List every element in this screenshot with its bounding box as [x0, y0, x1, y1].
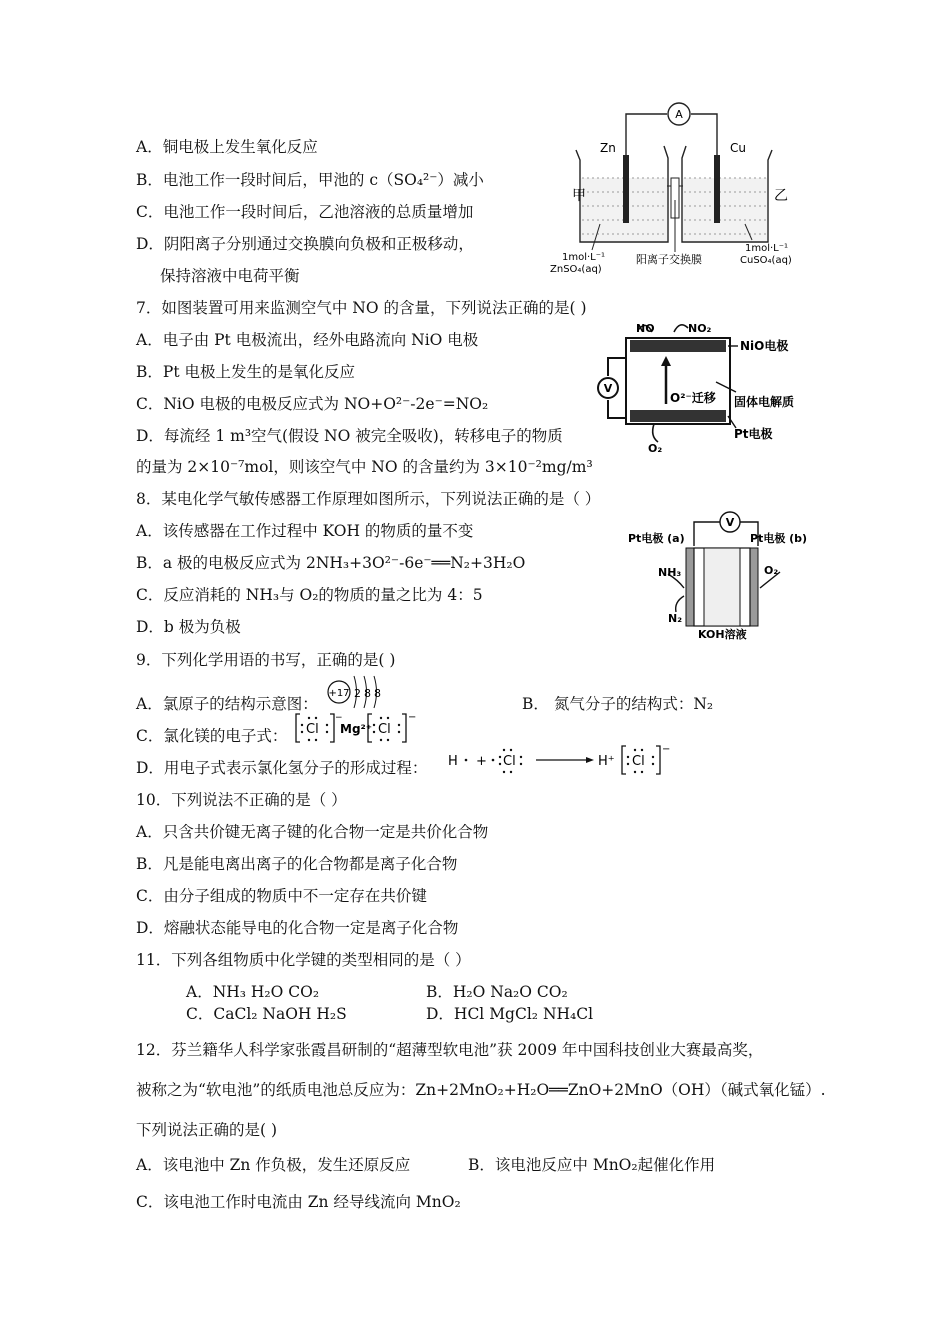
- q12-stem-line-3: 下列说法正确的是( ): [136, 1121, 278, 1139]
- svg-text:+: +: [476, 754, 487, 769]
- q6-option-c: C．电池工作一段时间后，乙池溶液的总质量增加: [136, 203, 474, 221]
- q8-voltmeter-label: V: [725, 516, 735, 529]
- o2-label: O₂: [648, 442, 663, 455]
- q8-stem: 8．某电化学气敏传感器工作原理如图所示，下列说法正确的是（ ）: [136, 490, 601, 508]
- q9-stem: 9．下列化学用语的书写，正确的是( ): [136, 651, 396, 669]
- q9-option-b: B． 氮气分子的结构式：N₂: [522, 695, 714, 713]
- q7-stem: 7．如图装置可用来监测空气中 NO 的含量，下列说法正确的是( ): [136, 299, 587, 317]
- q12-option-a: A．该电池中 Zn 作负极，发生还原反应: [136, 1156, 411, 1174]
- shell-1-count: 2: [354, 687, 361, 700]
- hcl-formation-electron-formula: [444, 742, 680, 778]
- right-conc: 1mol·L⁻¹: [745, 243, 789, 254]
- q12-option-c: C．该电池工作时电流由 Zn 经导线流向 MnO₂: [136, 1193, 461, 1211]
- q8-gas-sensor-figure: [620, 508, 820, 648]
- cell-yi-label: 乙: [774, 188, 788, 204]
- q10-option-c: C．由分子组成的物质中不一定存在共价键: [136, 887, 427, 905]
- no2-label: NO₂: [688, 322, 712, 335]
- shell-2-count: 8: [364, 687, 371, 700]
- q9-option-a: A．氯原子的结构示意图：: [136, 695, 318, 713]
- q9-option-d: D．用电子式表示氯化氢分子的形成过程：: [136, 759, 428, 777]
- left-solution: ZnSO₄(aq): [550, 264, 602, 275]
- q11-option-b: B．H₂O Na₂O CO₂: [426, 983, 568, 1001]
- q8-o2-label: O₂: [764, 564, 779, 577]
- membrane-label: 阳离子交换膜: [636, 253, 702, 266]
- q12-stem-line-1: 12．芬兰籍华人科学家张霞昌研制的“超薄型软电池”获 2009 年中国科技创业大赛最高奖，: [136, 1041, 764, 1059]
- q12-option-b: B．该电池反应中 MnO₂起催化作用: [468, 1156, 716, 1174]
- q7-no-sensor-figure: [596, 318, 816, 458]
- cl-symbol-left: Cl: [306, 722, 319, 737]
- q12-stem-line-2: 被称之为“软电池”的纸质电池总反应为：Zn+2MnO₂+H₂O══ZnO+2MnO（OH）（碱式氧化锰）.: [136, 1081, 826, 1099]
- cl-charge-left: −: [335, 713, 343, 723]
- cl-charge-right: −: [408, 712, 417, 723]
- pt-b-label: Pt电极 (b): [750, 532, 808, 545]
- mg-ion-symbol: Mg²⁺: [340, 722, 373, 736]
- nh3-label: NH₃: [658, 566, 682, 579]
- shell-3-count: 8: [374, 687, 381, 700]
- q8-option-b: B．a 极的电极反应式为 2NH₃+3O²⁻-6e⁻══N₂+3H₂O: [136, 554, 526, 572]
- ion-migration-label: O²⁻迁移: [670, 391, 716, 405]
- q8-option-c: C．反应消耗的 NH₃与 O₂的物质的量之比为 4：5: [136, 586, 483, 604]
- q6-option-d: D．阴阳离子分别通过交换膜向负极和正极移动，: [136, 235, 474, 253]
- right-solution: CuSO₄(aq): [740, 255, 792, 266]
- q10-option-a: A．只含共价键无离子键的化合物一定是共价化合物: [136, 823, 489, 841]
- pt-label: Pt电极: [734, 427, 773, 441]
- q6-option-a: A．铜电极上发生氧化反应: [136, 138, 318, 156]
- q7-option-d-cont: 的量为 2×10⁻⁷mol，则该空气中 NO 的含量约为 3×10⁻²mg/m³: [136, 458, 593, 476]
- cell-jia-label: 甲: [572, 188, 586, 204]
- q11-stem: 11．下列各组物质中化学键的类型相同的是（ ）: [136, 951, 471, 969]
- q10-option-b: B．凡是能电离出离子的化合物都是离子化合物: [136, 855, 458, 873]
- n2-label: N₂: [668, 612, 683, 625]
- koh-label: KOH溶液: [698, 628, 747, 641]
- cl-symbol-right: Cl: [378, 722, 391, 737]
- h-ion-symbol: H⁺: [598, 754, 615, 769]
- nio-label: NiO电极: [740, 339, 789, 353]
- left-conc: 1mol·L⁻¹: [562, 252, 606, 263]
- q6-option-d-cont: 保持溶液中电荷平衡: [160, 267, 300, 285]
- q7-option-a: A．电子由 Pt 电极流出，经外电路流向 NiO 电极: [136, 331, 479, 349]
- q11-option-c: C．CaCl₂ NaOH H₂S: [186, 1005, 347, 1023]
- mgcl2-electron-formula: [294, 710, 426, 746]
- zn-label: Zn: [600, 141, 616, 155]
- q9-option-c: C．氯化镁的电子式：: [136, 727, 288, 745]
- voltmeter-label: V: [603, 382, 613, 395]
- electrolyte-label: 固体电解质: [734, 395, 795, 409]
- no-label: NO: [636, 322, 655, 335]
- pt-a-label: Pt电极 (a): [628, 532, 685, 545]
- cl-atom-symbol: Cl: [503, 754, 516, 769]
- q6-option-b: B．电池工作一段时间后，甲池的 c（SO₄²⁻）减小: [136, 171, 484, 189]
- nucleus-charge: +17: [328, 688, 350, 699]
- q10-stem: 10．下列说法不正确的是（ ）: [136, 791, 347, 809]
- q8-option-d: D．b 极为负极: [136, 618, 241, 636]
- cl-ion-symbol: Cl: [632, 754, 645, 769]
- q10-option-d: D．熔融状态能导电的化合物一定是离子化合物: [136, 919, 459, 937]
- cl-ion-charge: −: [662, 744, 671, 755]
- cu-label: Cu: [730, 141, 746, 155]
- q7-option-b: B．Pt 电极上发生的是氧化反应: [136, 363, 355, 381]
- q11-option-a: A．NH₃ H₂O CO₂: [186, 983, 320, 1001]
- q8-option-a: A．该传感器在工作过程中 KOH 的物质的量不变: [136, 522, 474, 540]
- q11-option-d: D．HCl MgCl₂ NH₄Cl: [426, 1005, 594, 1023]
- q7-option-c: C．NiO 电极的电极反应式为 NO+O²⁻-2e⁻=NO₂: [136, 395, 489, 413]
- q7-option-d: D．每流经 1 m³空气(假设 NO 被完全吸收)，转移电子的物质: [136, 427, 563, 445]
- ammeter-label: A: [675, 108, 683, 121]
- h-atom-symbol: H: [448, 754, 458, 769]
- q6-galvanic-cell-figure: [540, 100, 810, 275]
